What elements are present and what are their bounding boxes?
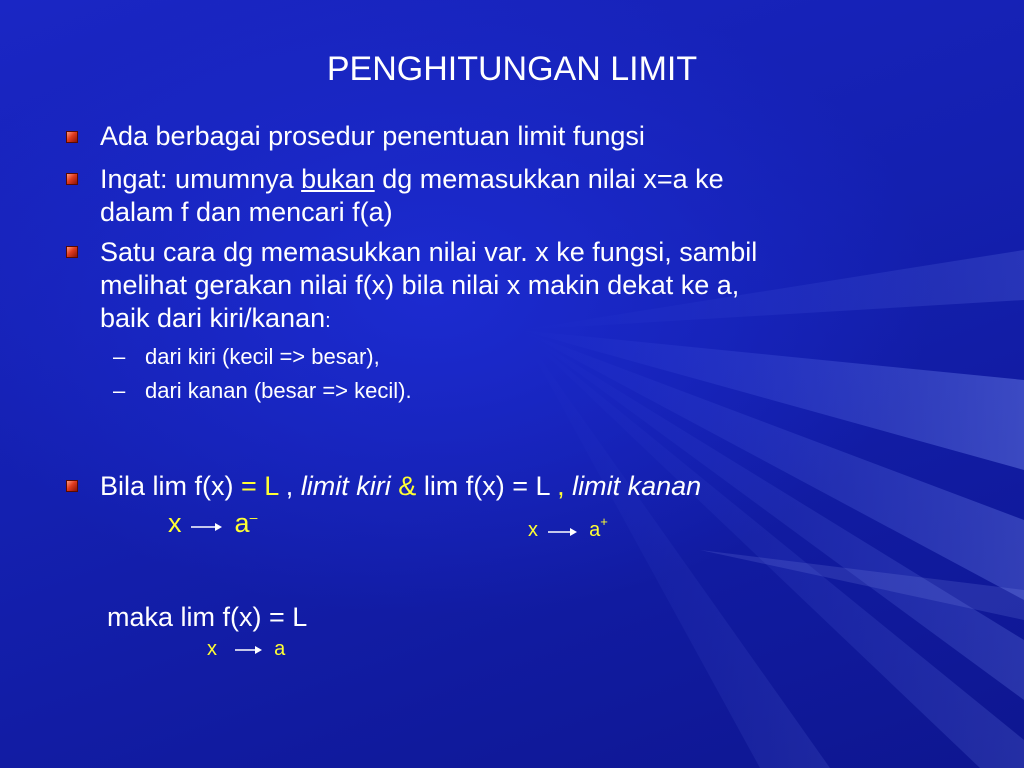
- subscript-a: a: [589, 519, 601, 541]
- limit-left-text: Bila lim f(x): [100, 471, 241, 501]
- limit-right-label: limit kanan: [564, 471, 702, 501]
- limit-separator: ,: [278, 471, 301, 501]
- bullet-3-line-3: [100, 302, 331, 338]
- sub-bullet-1-text: dari kiri (kecil => besar),: [145, 344, 380, 369]
- bullet-3-colon: :: [325, 310, 331, 332]
- limit-left-label: limit kiri: [300, 471, 399, 501]
- bullet-marker: [66, 480, 78, 492]
- bullet-marker: [66, 131, 78, 143]
- bullet-3-line-1: Satu cara dg memasukkan nilai var. x ke fungsi, sambil: [100, 237, 758, 267]
- right-arrow-icon: [544, 524, 578, 538]
- left-limit-subscript: [168, 508, 257, 539]
- subscript-x: x: [207, 638, 217, 660]
- bullet-3-line-3-text: baik dari kiri/kanan: [100, 303, 326, 333]
- subscript-a: a: [274, 638, 286, 660]
- subscript-a: a: [234, 508, 250, 538]
- ampersand: &: [398, 471, 417, 501]
- sub-bullet-dash: –: [113, 378, 126, 403]
- limit-comma: ,: [557, 471, 565, 501]
- limit-statement: [100, 470, 701, 503]
- bullet-2-line-1: [100, 163, 724, 196]
- bullet-marker: [66, 173, 78, 185]
- right-arrow-icon: [223, 643, 263, 657]
- sub-bullet-dash: –: [113, 344, 126, 369]
- sub-bullet-2-text: dari kanan (besar => kecil).: [145, 378, 412, 403]
- right-limit-subscript: [528, 514, 608, 542]
- bullet-marker: [66, 246, 78, 258]
- conclusion: maka lim f(x) = L: [107, 602, 308, 632]
- subscript-x: x: [168, 508, 182, 538]
- minus-sign: –: [249, 509, 258, 525]
- limit-left-value: = L: [241, 471, 279, 501]
- bullet-3-line-2: melihat gerakan nilai f(x) bila nilai x makin dekat ke a,: [100, 270, 740, 300]
- bullet-1-text: Ada berbagai prosedur penentuan limit fungsi: [100, 121, 645, 151]
- plus-sign: +: [600, 514, 608, 529]
- bullet-2-pre: Ingat: umumnya: [100, 164, 302, 194]
- underlined-word: bukan: [301, 164, 375, 194]
- subscript-x: x: [528, 519, 538, 541]
- bullet-2-line-2: dalam f dan mencari f(a): [100, 197, 393, 227]
- slide-title: PENGHITUNGAN LIMIT: [326, 50, 698, 88]
- conclusion-subscript: [207, 638, 285, 661]
- right-arrow-icon: [189, 518, 223, 532]
- limit-right-text: lim f(x) = L: [416, 471, 558, 501]
- bullet-2-post: dg memasukkan nilai x=a ke: [374, 164, 724, 194]
